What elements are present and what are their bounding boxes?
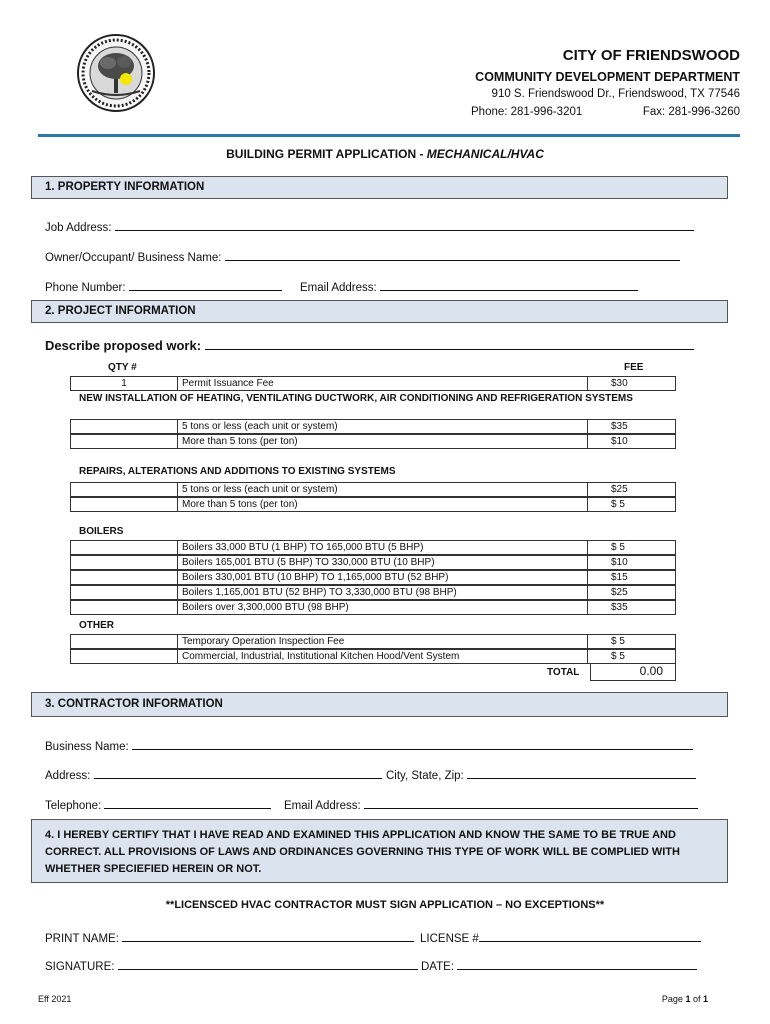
group-boilers: BOILERS <box>79 526 124 537</box>
group-new-installation: NEW INSTALLATION OF HEATING, VENTILATING DUCTWORK, AIR CONDITIONING AND REFRIGERATION SYSTEMS <box>79 393 633 404</box>
phone-field <box>45 279 282 294</box>
contractor-address-label: Address: <box>45 770 91 782</box>
fee-row-boiler-3 <box>70 570 676 585</box>
job-address-field <box>45 219 694 234</box>
qty-cell[interactable] <box>70 585 178 600</box>
department-phone: Phone: 281-996-3201 <box>471 106 583 118</box>
business-name-field <box>45 738 693 753</box>
fee-row-new-2 <box>70 434 676 449</box>
contractor-address-field <box>45 767 382 782</box>
date-field <box>421 958 697 973</box>
certification-text: 4. I HEREBY CERTIFY THAT I HAVE READ AND EXAMINED THIS APPLICATION AND KNOW THE SAME TO BE TRUE AND CORRECT. ALL PROVISIONS OF LAWS AND ORDINANCES GOVERNING THIS TYPE OF WORK WILL BE COMPLIED WITH WHETHER SPECIEFIED HEREIN OR NOT. <box>45 829 680 875</box>
telephone-field <box>45 797 271 812</box>
signature-input[interactable] <box>118 958 418 970</box>
city-state-zip-field <box>386 767 696 782</box>
fee-desc: More than 5 tons (per ton) <box>178 434 588 449</box>
form-title-main: BUILDING PERMIT APPLICATION - <box>226 147 427 161</box>
print-name-field <box>45 930 414 945</box>
fee-row-boiler-4 <box>70 585 676 600</box>
qty-cell[interactable] <box>70 649 178 664</box>
fee-desc: Boilers over 3,300,000 BTU (98 BHP) <box>178 600 588 615</box>
city-state-zip-label: City, State, Zip: <box>386 770 464 782</box>
fee-desc: More than 5 tons (per ton) <box>178 497 588 512</box>
qty-cell[interactable] <box>70 540 178 555</box>
signature-label: SIGNATURE: <box>45 961 115 973</box>
total-value: 0.00 <box>590 664 676 681</box>
header-divider <box>38 134 740 137</box>
license-field <box>420 930 701 945</box>
form-title <box>0 147 770 161</box>
fee-amount: $10 <box>588 555 676 570</box>
phone-label: Phone Number: <box>45 282 126 294</box>
fee-row-other-1 <box>70 634 676 649</box>
fee-amount: $35 <box>588 419 676 434</box>
qty-cell-permit[interactable]: 1 <box>70 376 178 391</box>
business-name-input[interactable] <box>132 738 693 750</box>
email-field <box>300 279 638 294</box>
fee-amount: $ 5 <box>588 540 676 555</box>
print-name-input[interactable] <box>122 930 414 942</box>
owner-field <box>45 249 680 264</box>
page-of: of <box>690 994 703 1004</box>
section-project-heading: 2. PROJECT INFORMATION <box>31 300 728 323</box>
contractor-email-label: Email Address: <box>284 800 361 812</box>
section-property-heading: 1. PROPERTY INFORMATION <box>31 176 728 199</box>
fee-row-boiler-2 <box>70 555 676 570</box>
signature-field <box>45 958 418 973</box>
describe-work-input[interactable] <box>205 338 694 350</box>
fee-amount: $25 <box>588 482 676 497</box>
phone-input[interactable] <box>129 279 282 291</box>
group-repairs: REPAIRS, ALTERATIONS AND ADDITIONS TO EXISTING SYSTEMS <box>79 466 396 477</box>
fee-amount: $ 5 <box>588 497 676 512</box>
license-label: LICENSE # <box>420 933 479 945</box>
fee-row-other-2 <box>70 649 676 664</box>
print-name-label: PRINT NAME: <box>45 933 119 945</box>
fee-desc: Temporary Operation Inspection Fee <box>178 634 588 649</box>
job-address-input[interactable] <box>115 219 694 231</box>
fee-desc: 5 tons or less (each unit or system) <box>178 482 588 497</box>
fee-row-repair-1 <box>70 482 676 497</box>
qty-cell[interactable] <box>70 600 178 615</box>
fee-desc: Boilers 330,001 BTU (10 BHP) TO 1,165,000 BTU (52 BHP) <box>178 570 588 585</box>
fee-desc: Boilers 1,165,001 BTU (52 BHP) TO 3,330,000 BTU (98 BHP) <box>178 585 588 600</box>
fee-column-header: FEE <box>624 362 644 373</box>
fee-amount: $35 <box>588 600 676 615</box>
describe-work-label: Describe proposed work: <box>45 338 202 353</box>
owner-label: Owner/Occupant/ Business Name: <box>45 252 222 264</box>
license-input[interactable] <box>479 930 701 942</box>
page-number <box>662 994 708 1004</box>
fee-row-repair-2 <box>70 497 676 512</box>
qty-cell[interactable] <box>70 634 178 649</box>
effective-date: Eff 2021 <box>38 994 72 1004</box>
telephone-input[interactable] <box>104 797 271 809</box>
qty-cell[interactable] <box>70 419 178 434</box>
certification-box <box>31 819 728 883</box>
fee-amount: $15 <box>588 570 676 585</box>
city-state-zip-input[interactable] <box>467 767 696 779</box>
owner-input[interactable] <box>225 249 680 261</box>
contractor-email-field <box>284 797 698 812</box>
fee-desc: 5 tons or less (each unit or system) <box>178 419 588 434</box>
fee-row-boiler-5 <box>70 600 676 615</box>
form-title-type: MECHANICAL/HVAC <box>426 147 544 161</box>
contractor-address-input[interactable] <box>94 767 382 779</box>
department-address: 910 S. Friendswood Dr., Friendswood, TX 77546 <box>491 88 740 100</box>
fee-desc: Permit Issuance Fee <box>178 376 588 391</box>
fee-amount: $10 <box>588 434 676 449</box>
page-prefix: Page <box>661 994 686 1004</box>
qty-cell[interactable] <box>70 434 178 449</box>
fee-desc: Boilers 33,000 BTU (1 BHP) TO 165,000 BTU (5 BHP) <box>178 540 588 555</box>
department-name: COMMUNITY DEVELOPMENT DEPARTMENT <box>475 70 740 84</box>
fee-desc: Boilers 165,001 BTU (5 BHP) TO 330,000 BTU (10 BHP) <box>178 555 588 570</box>
describe-work-field <box>45 338 694 353</box>
qty-cell[interactable] <box>70 497 178 512</box>
fee-amount: $25 <box>588 585 676 600</box>
email-label: Email Address: <box>300 282 377 294</box>
city-seal-logo <box>72 33 160 113</box>
fee-row-new-1 <box>70 419 676 434</box>
page-total: 1 <box>702 994 708 1004</box>
page-current: 1 <box>685 994 691 1004</box>
group-other: OTHER <box>79 620 114 631</box>
date-input[interactable] <box>457 958 697 970</box>
fee-row-permit <box>70 376 676 391</box>
fee-amount: $30 <box>588 376 676 391</box>
fee-amount: $ 5 <box>588 649 676 664</box>
city-name: CITY OF FRIENDSWOOD <box>562 47 740 64</box>
section-contractor-heading: 3. CONTRACTOR INFORMATION <box>31 692 728 717</box>
total-label: TOTAL <box>547 667 580 678</box>
department-fax: Fax: 281-996-3260 <box>642 106 740 118</box>
qty-cell[interactable] <box>70 482 178 497</box>
email-input[interactable] <box>380 279 638 291</box>
fee-amount: $ 5 <box>588 634 676 649</box>
fee-desc: Commercial, Industrial, Institutional Kitchen Hood/Vent System <box>178 649 588 664</box>
date-label: DATE: <box>421 961 455 973</box>
contractor-email-input[interactable] <box>364 797 698 809</box>
qty-column-header: QTY # <box>108 362 137 373</box>
qty-cell[interactable] <box>70 555 178 570</box>
fee-row-boiler-1 <box>70 540 676 555</box>
qty-cell[interactable] <box>70 570 178 585</box>
licensed-contractor-notice: **LICENSCED HVAC CONTRACTOR MUST SIGN APPLICATION – NO EXCEPTIONS** <box>165 899 605 911</box>
telephone-label: Telephone: <box>45 800 102 812</box>
business-name-label: Business Name: <box>45 741 129 753</box>
job-address-label: Job Address: <box>45 222 112 234</box>
